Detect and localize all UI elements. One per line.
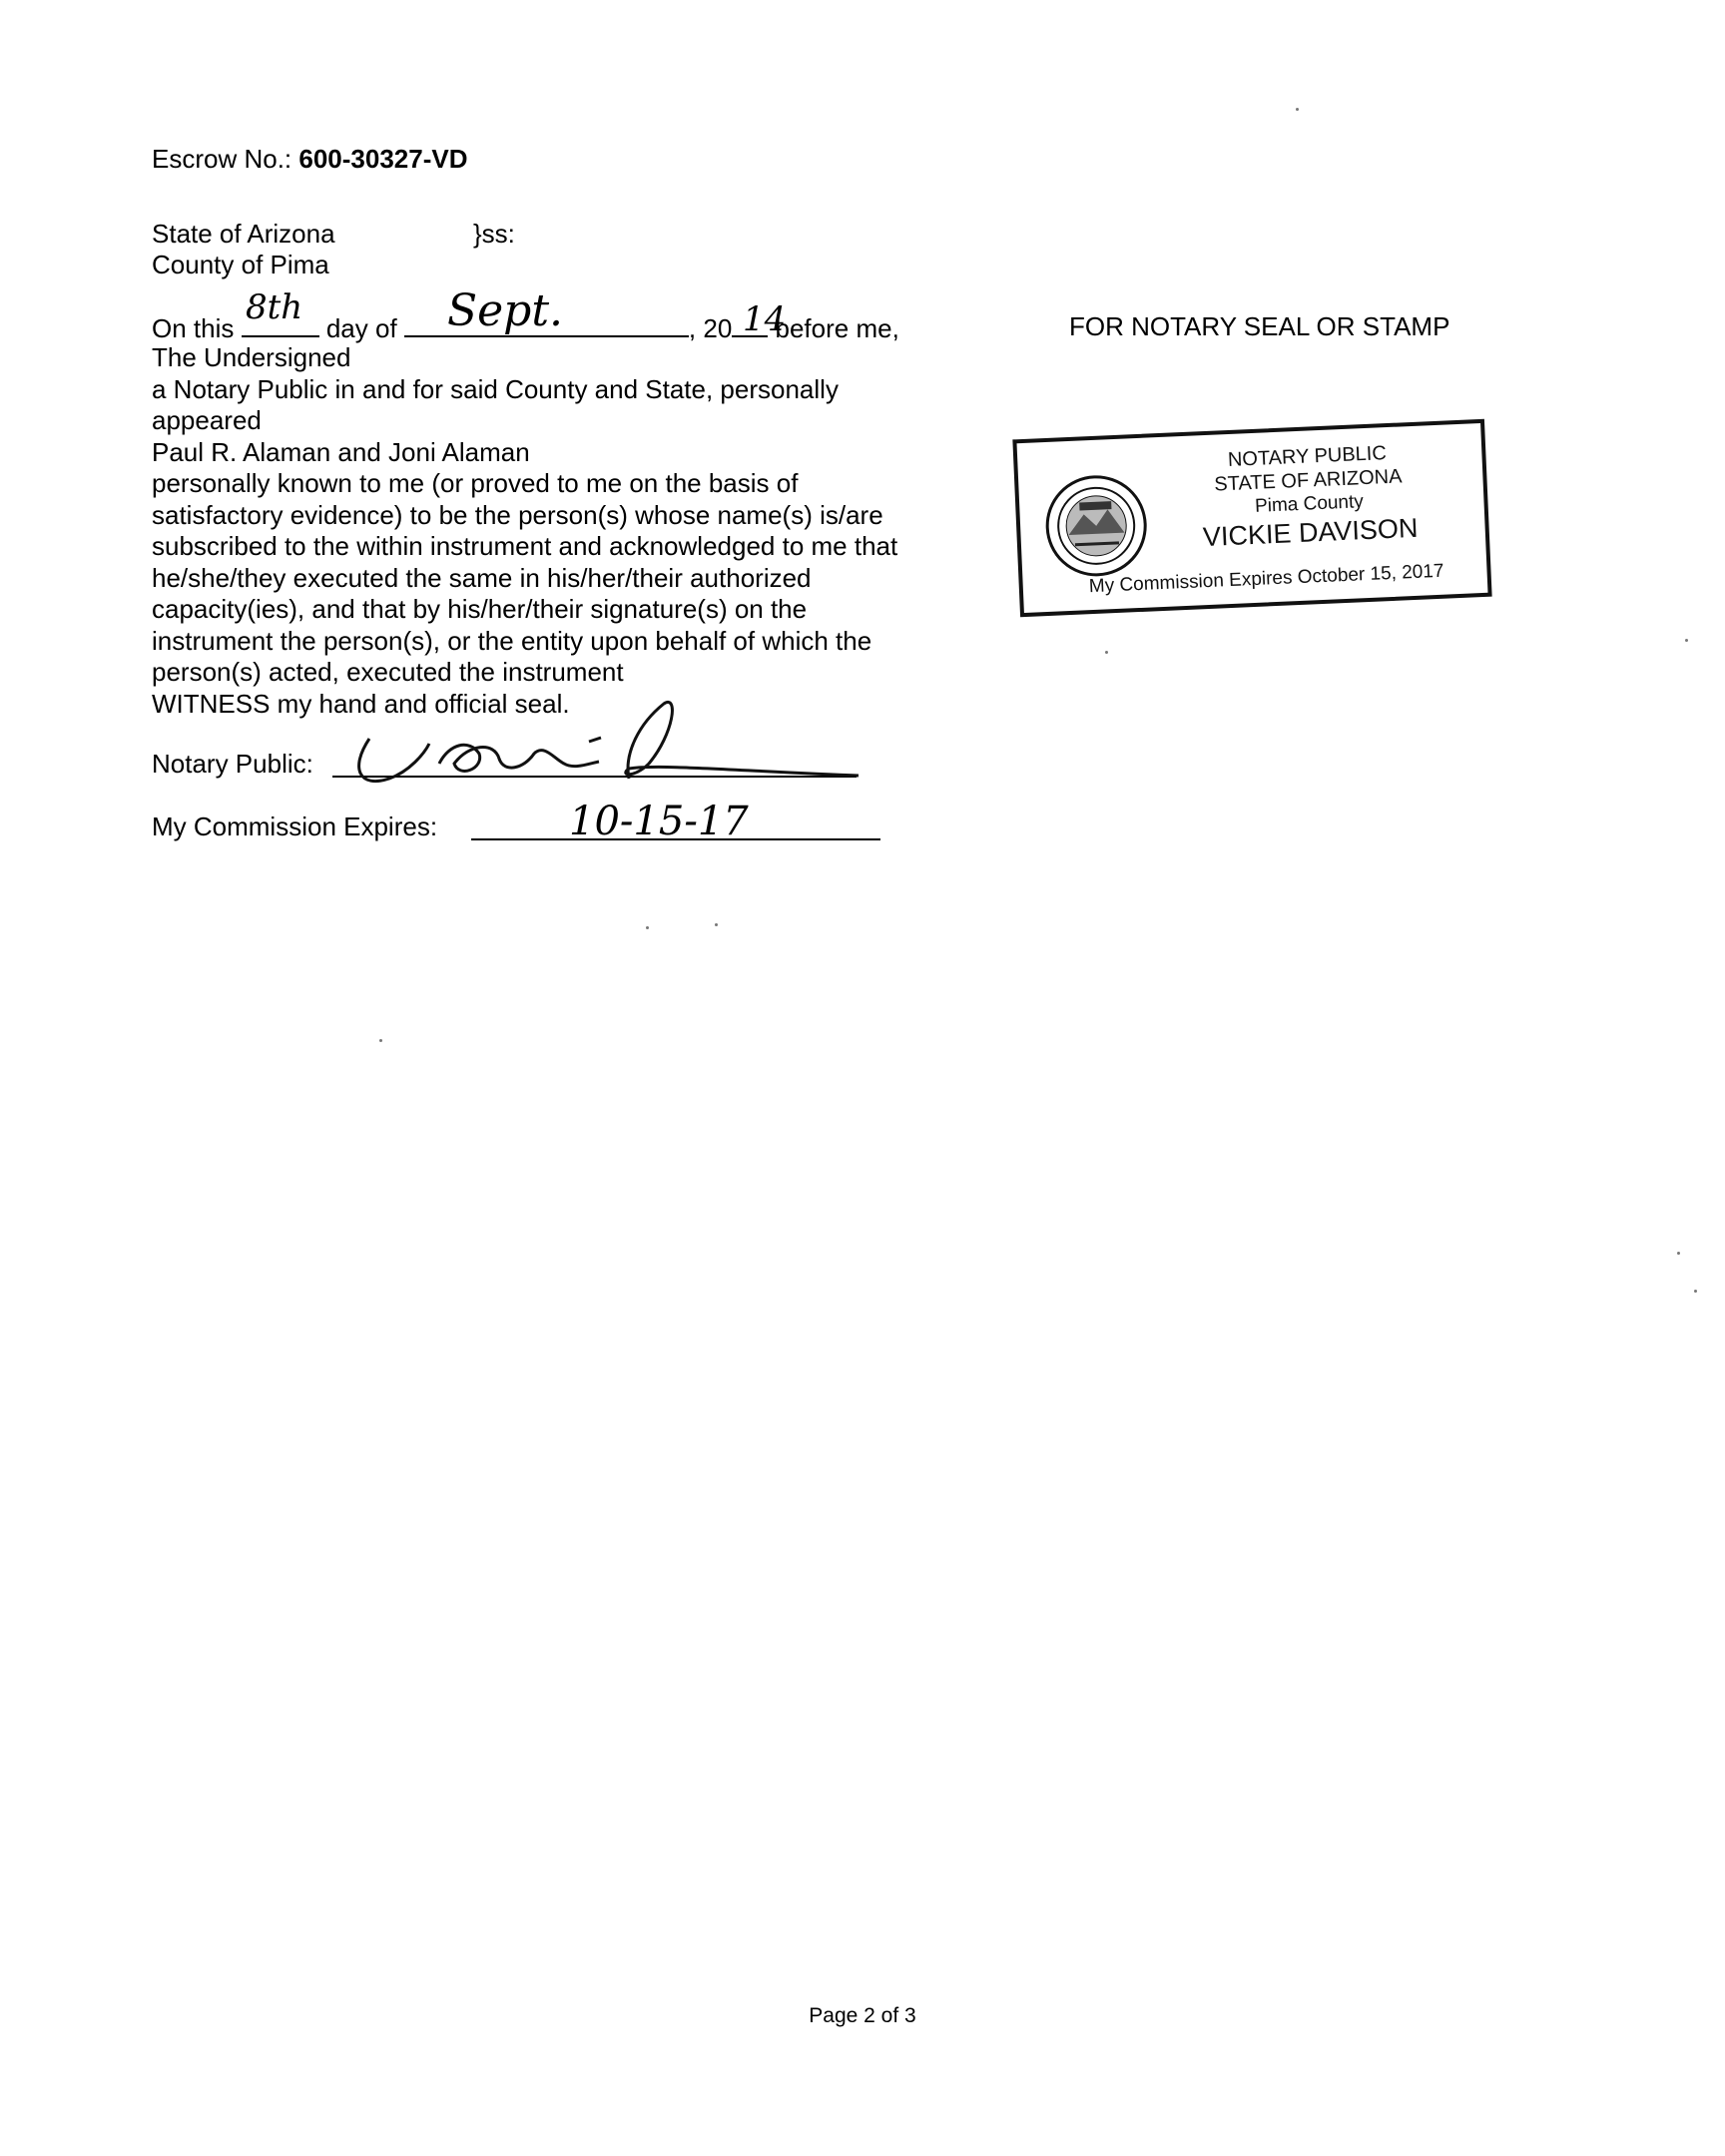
handwritten-commission-date: 10-15-17 [569, 799, 749, 844]
stamp-title: NOTARY PUBLIC [1227, 442, 1388, 472]
body-line: he/she/they executed the same in his/her/their authorized [152, 562, 812, 593]
notary-signature [329, 684, 888, 794]
venue-county: County of Pima [152, 250, 329, 279]
acknowledgment-body [152, 342, 990, 720]
notary-public-label: Notary Public: [152, 749, 313, 779]
scan-speck [379, 1039, 382, 1042]
scan-speck [646, 926, 649, 929]
body-line: The Undersigned [152, 342, 351, 372]
stamp-commission-expiry: My Commission Expires October 15, 2017 [1088, 560, 1444, 598]
venue-state: State of Arizona [152, 219, 335, 249]
handwritten-day: 8th [246, 287, 303, 327]
body-line: capacity(ies), and that by his/her/their signature(s) on the [152, 594, 808, 624]
scan-speck [715, 923, 718, 926]
body-line: instrument the person(s), or the entity upon behalf of which the [152, 625, 872, 656]
scan-speck [1694, 1290, 1697, 1293]
handwritten-year: 14 [743, 299, 787, 339]
scan-speck [1685, 639, 1688, 642]
escrow-number [152, 144, 468, 175]
stamp-notary-name: VICKIE DAVISON [1202, 512, 1420, 553]
stamp-state: STATE OF ARIZONA [1213, 465, 1403, 496]
seal-area-heading: FOR NOTARY SEAL OR STAMP [1069, 311, 1450, 341]
witness-line: WITNESS my hand and official seal. [152, 688, 570, 719]
body-line: satisfactory evidence) to be the person(s) whose name(s) is/are [152, 499, 883, 530]
escrow-label: Escrow No.: [152, 144, 292, 174]
stamp-text [1147, 438, 1470, 556]
year-prefix: , 20 [688, 313, 733, 343]
page-number: Page 2 of 3 [809, 2004, 916, 2027]
stamp-county: Pima County [1254, 491, 1365, 517]
notary-stamp [1012, 419, 1491, 617]
arizona-state-seal-icon [1042, 472, 1150, 580]
body-line: subscribed to the within instrument and acknowledged to me that [152, 531, 898, 561]
body-line: personally known to me (or proved to me on the basis of [152, 468, 799, 498]
escrow-value: 600-30327-VD [298, 144, 468, 174]
signer-names: Paul R. Alaman and Joni Alaman [152, 436, 530, 467]
scan-speck [1677, 1252, 1680, 1255]
before-me-label: before me, [775, 313, 899, 343]
day-of-label: day of [325, 313, 397, 343]
body-line: appeared [152, 405, 262, 435]
venue-ss: }ss: [473, 219, 515, 249]
body-line: a Notary Public in and for said County and State, personally [152, 373, 839, 404]
commission-expires-label: My Commission Expires: [152, 811, 438, 841]
on-this-label: On this [152, 313, 235, 343]
scan-speck [1105, 651, 1108, 654]
scan-speck [1296, 108, 1299, 111]
body-line: person(s) acted, executed the instrument [152, 657, 624, 687]
handwritten-month: Sept. [447, 285, 564, 336]
